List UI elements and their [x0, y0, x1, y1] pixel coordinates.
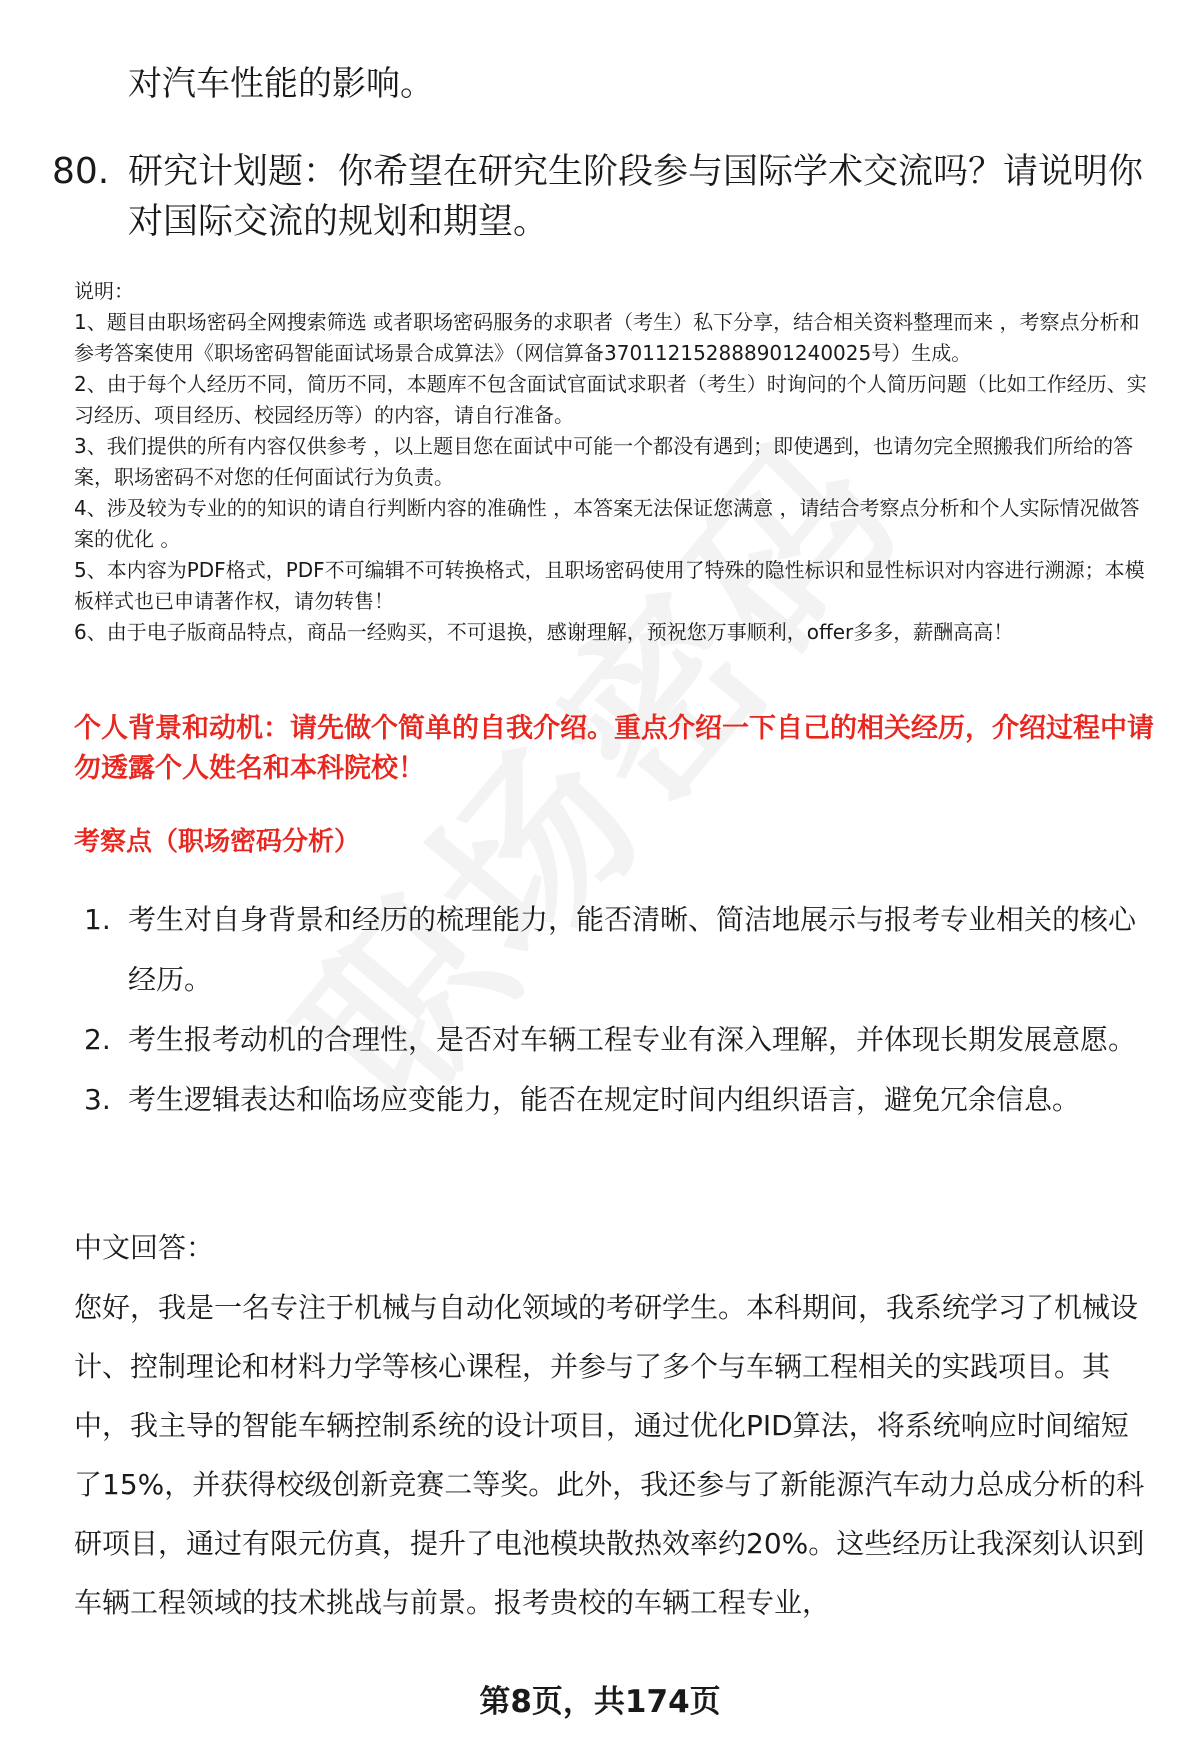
notes-item: 2、由于每个人经历不同，简历不同，本题库不包含面试官面试求职者（考生）时询问的个人简历问题（比如工作经历、实习经历、项目经历、校园经历等）的内容，请自行准备。 — [74, 372, 1147, 427]
notes-title: 说明： — [74, 279, 134, 303]
answer-label: 中文回答： — [74, 1231, 215, 1264]
analysis-points — [0, 890, 1200, 1130]
section-heading: 个人背景和动机：请先做个简单的自我介绍。重点介绍一下自己的相关经历，介绍过程中请勿透露个人姓名和本科院校！ — [74, 713, 1154, 784]
analysis-point-number: 3. — [84, 1083, 111, 1116]
notes-section — [74, 276, 1158, 648]
analysis-point-text: 考生逻辑表达和临场应变能力，能否在规定时间内组织语言，避免冗余信息。 — [128, 1083, 1081, 1116]
notes-item: 4、涉及较为专业的的知识的请自行判断内容的准确性 ，本答案无法保证您满意 ，请结合考察点分析和个人实际情况做答案的优化 。 — [74, 496, 1140, 551]
analysis-point — [0, 890, 1200, 1010]
answer-text: 您好，我是一名专注于机械与自动化领域的考研学生。本科期间，我系统学习了机械设计、控制理论和材料力学等核心课程，并参与了多个与车辆工程相关的实践项目。其中，我主导的智能车辆控制系统的设计项目，通过优化PID算法，将系统响应时间缩短了15%，并获得校级创新竞赛二等奖。此外，我还参与了新能源汽车动力总成分析的科研项目，通过有限元仿真，提升了电池模块散热效率约20%。这些经历让我深刻认识到车辆工程领域的技术挑战与前景。报考贵校的车辆工程专业， — [74, 1291, 1145, 1619]
analysis-point-text: 考生对自身背景和经历的梳理能力，能否清晰、简洁地展示与报考专业相关的核心经历。 — [128, 903, 1137, 996]
analysis-point-text: 考生报考动机的合理性，是否对车辆工程专业有深入理解，并体现长期发展意愿。 — [128, 1023, 1137, 1056]
question-text: 研究计划题：你希望在研究生阶段参与国际学术交流吗？请说明你对国际交流的规划和期望。 — [128, 152, 1144, 242]
question-number: 80. — [52, 151, 110, 192]
notes-item: 3、我们提供的所有内容仅供参考 ，以上题目您在面试中可能一个都没有遇到；即使遇到，也请勿完全照搬我们所给的答案，职场密码不对您的任何面试行为负责。 — [74, 434, 1134, 489]
analysis-point — [0, 1070, 1200, 1130]
notes-item: 5、本内容为PDF格式，PDF不可编辑不可转换格式，且职场密码使用了特殊的隐性标识和显性标识对内容进行溯源；本模板样式也已申请著作权，请勿转售！ — [74, 558, 1145, 613]
notes-item: 1、题目由职场密码全网搜索筛选 或者职场密码服务的求职者（考生）私下分享，结合相关资料整理而来 ，考察点分析和参考答案使用《职场密码智能面试场景合成算法》（网信算备370112152888901240025号）生成。 — [74, 310, 1140, 365]
notes-item: 6、由于电子版商品特点，商品一经购买，不可退换，感谢理解，预祝您万事顺利，offer多多，薪酬高高！ — [74, 620, 1014, 644]
continuation-text: 对汽车性能的影响。 — [128, 64, 434, 104]
analysis-label: 考察点（职场密码分析） — [74, 827, 361, 857]
page-footer: 第8页，共174页 — [479, 1684, 721, 1720]
analysis-point-number: 1. — [84, 903, 111, 936]
analysis-point-number: 2. — [84, 1023, 111, 1056]
analysis-point — [0, 1010, 1200, 1070]
